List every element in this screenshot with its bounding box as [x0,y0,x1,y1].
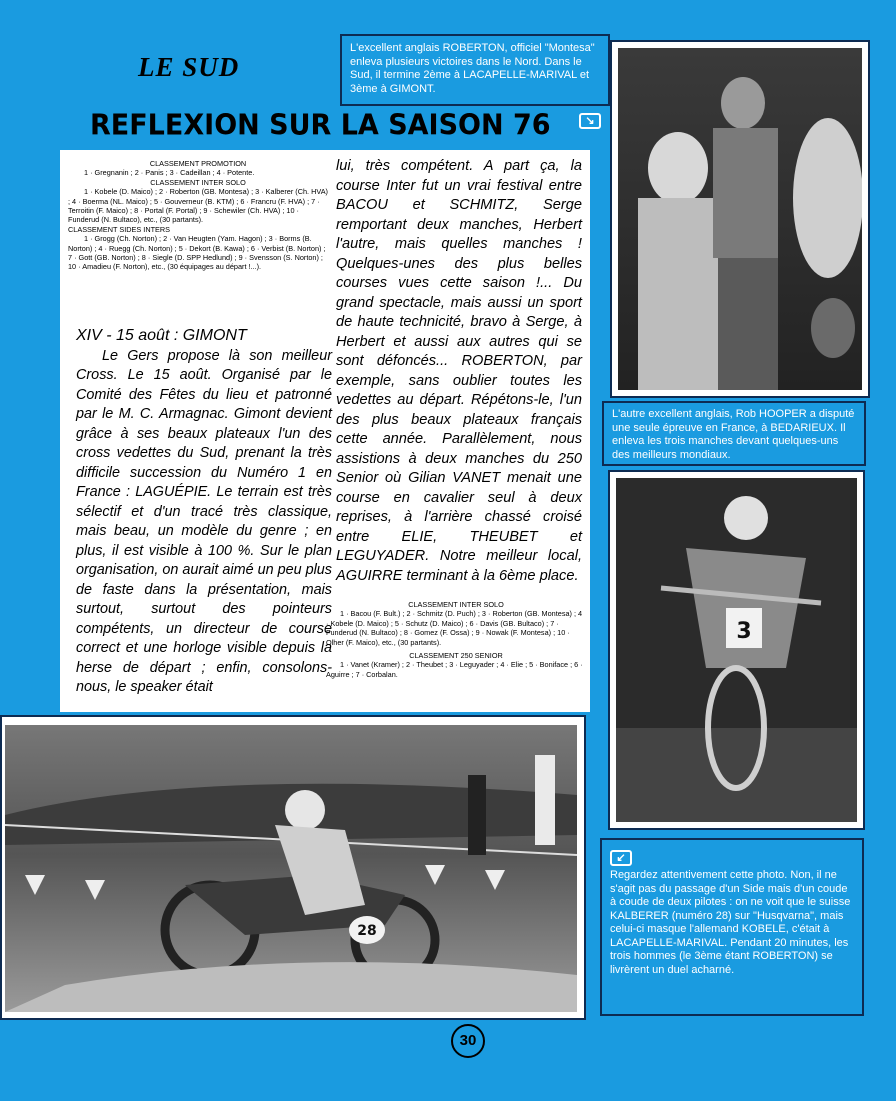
results-bottom-inter-title: CLASSEMENT INTER SOLO [408,600,504,609]
photo-frame-hooper [608,470,865,830]
results-top [68,159,328,272]
arrow-icon: ↙ [610,850,632,866]
results-inter-text: 1 · Kobele (D. Maico) ; 2 · Roberton (GB. Montesa) ; 3 · Kalberer (Ch. HVA) ; 4 · Boerma (NL. Maico) ; 5 · Gouverneur (B. KTM) ; 6 · Francru (F. HVA) ; 7 · Terroitin (F. Maico) ; 8 · Portal (F. Portal) ; 9 · Schewiler (Ch. HVA) ; 10 · Funderud (N. Bultaco), etc., (30 partants). [68,187,328,225]
svg-text:3: 3 [736,619,752,644]
caption-hooper: L'autre excellent anglais, Rob HOOPER a disputé une seule épreuve en France, à BEDARIEUX. Il enleva les trois manches devant quelques-uns des meilleurs mondiaux. [602,401,866,466]
article-heading: XIV - 15 août : GIMONT [76,327,247,344]
photo-frame-roberton [610,40,870,398]
results-sides-title: CLASSEMENT SIDES INTERS [68,224,171,234]
results-inter-title: CLASSEMENT INTER SOLO [150,177,246,187]
article-col1 [76,326,332,698]
photo-kalberer-race [5,725,577,1012]
results-senior-title: CLASSEMENT 250 SENIOR [409,651,503,661]
page-title: REFLEXION SUR LA SAISON 76 [90,109,551,142]
results-bottom-inter-text: 1 · Bacou (F. Bult.) ; 2 · Schmitz (D. Puch) ; 3 · Roberton (GB. Montesa) ; 4 · Kobele (D. Maico) ; 5 · Schutz (D. Maico) ; 6 · Davis (GB. Bultaco) ; 7 · Funderud (N. Bultaco) ; 8 · Gomez (F. Ossa) ; 9 · Nowak (F. Montesa) ; 10 · Olher (F. Maico), etc., (30 partants). [326,609,583,647]
photo-roberton-podium [618,48,862,390]
caption-roberton: L'excellent anglais ROBERTON, officiel "Montesa" enleva plusieurs victoires dans le Nord. Dans le Sud, il termine 2ème à LACAPELLE-MARIVAL et 3ème à GIMONT. [340,34,610,106]
results-sides-text: 1 · Grogg (Ch. Norton) ; 2 · Van Heugten (Yam. Hagon) ; 3 · Borms (B. Norton) ; 4 · Ruegg (Ch. Norton) ; 5 · Dekort (B. Kawa) ; 6 · Verbist (B. Norton) ; 7 · Gott (GB. Norton) ; 8 · Siegle (D. SPP Hedlund) ; 9 · Svensson (S. Norton) ; 10 · Amadieu (F. Norton), etc., (30 équipages au départ !...). [68,234,326,272]
results-promo-title: CLASSEMENT PROMOTION [149,159,247,168]
caption-kalberer-text: Regardez attentivement cette photo. Non, il ne s'agit pas du passage d'un Side mais d'un coude à coude de deux pilotes : on ne voit que le suisse KALBERER (numéro 28) sur "Husqvarna", mais celui-ci masque l'allemand KOBELE, c'était à LACAPELLE-MARIVAL. Pendant 20 minutes, les trois hommes (le 3ème étant ROBERTON) se livrèrent un duel acharné. [610,869,851,976]
svg-text:28: 28 [357,923,377,939]
page-number: 30 [451,1024,485,1058]
results-bottom [326,600,586,679]
article-col2 [336,157,582,586]
photo-frame-kalberer [0,715,586,1020]
results-promo-text: 1 · Gregnanin ; 2 · Panis ; 3 · Cadeillan ; 4 · Potente. [84,168,255,178]
caption-kalberer [600,838,864,1016]
arrow-icon: ↘ [579,113,601,129]
results-senior-text: 1 · Vanet (Kramer) ; 2 · Theubet ; 3 · Leguyader ; 4 · Elie ; 5 · Boniface ; 6 · Aguirre ; 7 · Corbalan. [326,660,583,679]
article-col1-body: Le Gers propose là son meilleur Cross. Le 15 août. Organisé par le Comité des Fêtes du lieu et patronné par le M. C. Armagnac. Gimont devient grâce à ses beaux plateaux l'un des cross vedettes du Sud, prenant la très difficile succession du Numéro 1 en France : LAGUÉPIE. Le terrain est très sélectif et d'un tracé très classique, mais beau, un modèle du genre ; en plus, il est visible à 100 %. Sur le plan organisation, on aurait aimé un peu plus de faste dans la présentation, mais surtout, surtout des pointeurs compétents, un directeur de course correct et une horloge visible depuis la herse de départ ; enfin, consolons-nous, le speaker était [76,347,333,695]
section-kicker: LE SUD [138,52,240,82]
photo-hooper-motocross [616,478,857,822]
article-col2-body: lui, très compétent. A part ça, la course Inter fut un vrai festival entre BACOU et SCHMITZ, Serge remportant deux manches, Herbert l'autre, mais quelles manches ! Quelques-unes des plus belles courses vues cette saison !... Du grand spectacle, mais aussi un sport de haute technicité, bravo à Serge, à Herbert et aussi aux autres qui se sont défoncés... ROBERTON, par exemple, sans oublier toutes les vedettes au départ. Répétons-le, l'un des plus beaux plateaux français cette année. Parallèlement, nous assistions à deux manches du 250 Senior où Gilian VANET menait une course en cavalier seul à deux reprises, à l'arrière chassé croisé entre ELIE, THEUBET et LEGUYADER. Notre meilleur local, AGUIRRE terminant à la 6ème place. [336,158,582,584]
